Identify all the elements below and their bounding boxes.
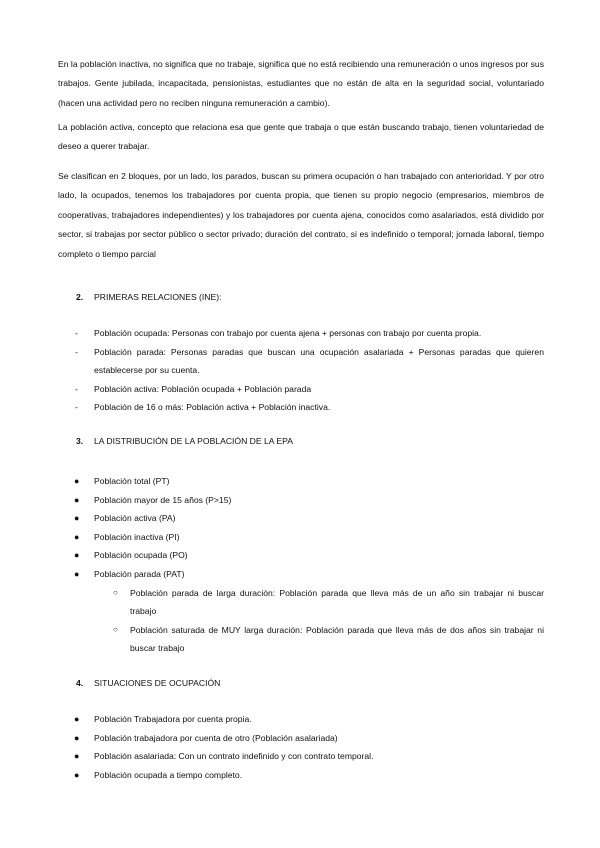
list-item: ● Población total (PT) bbox=[0, 472, 600, 491]
section-heading-2 bbox=[76, 292, 222, 302]
list-item: ● Población ocupada a tiempo completo. bbox=[0, 766, 600, 785]
list-item: ● Población parada (PAT) bbox=[0, 565, 600, 584]
section-heading-3 bbox=[76, 436, 293, 446]
circle-bullet-icon: ○ bbox=[113, 587, 118, 597]
bullet-icon: ● bbox=[74, 751, 80, 762]
list-item: - Población parada: Personas paradas que buscan una ocupación asalariada + Personas paradas que quieren establecerse por su cuenta. bbox=[0, 343, 600, 380]
list-item: ● Población asalariada: Con un contrato indefinido y con contrato temporal. bbox=[0, 747, 600, 766]
list-item: ● Población trabajadora por cuenta de otro (Población asalariada) bbox=[0, 729, 600, 748]
list-item: - Población de 16 o más: Población activa + Población inactiva. bbox=[0, 398, 600, 417]
sub-list-item: ○ Población saturada de MUY larga duración: Población parada que lleva más de dos años sin trabajar ni buscar trabajo bbox=[0, 621, 600, 658]
list-situaciones-ocupacion bbox=[0, 710, 600, 784]
list-item: - Población ocupada: Personas con trabajo por cuenta ajena + personas con trabajo por cuenta propia. bbox=[0, 324, 600, 343]
section-heading-4 bbox=[76, 678, 220, 688]
paragraph-poblacion-inactiva: En la población inactiva, no significa que no trabaje, significa que no está recibiendo una remuneración o unos ingresos por sus trabajos. Gente jubilada, incapacitada, pensionistas, estudiantes que no están de alta en la seguridad social, voluntariado (hacen una actividad pero no reciben ninguna remuneración a cambio). bbox=[58, 59, 544, 108]
bullet-icon: ● bbox=[74, 531, 80, 542]
bullet-icon: ● bbox=[74, 769, 80, 780]
bullet-icon: ● bbox=[74, 476, 80, 486]
bullet-icon: ● bbox=[74, 714, 80, 724]
list-item: ● Población mayor de 15 años (P>15) bbox=[0, 491, 600, 510]
list-item: ● Población activa (PA) bbox=[0, 509, 600, 528]
list-item: - Población activa: Población ocupada + Población parada bbox=[0, 380, 600, 399]
dash-marker: - bbox=[75, 328, 78, 338]
dash-marker: - bbox=[75, 346, 78, 357]
section-title: LA DISTRIBUCIÓN DE LA POBLACIÓN DE LA EPA bbox=[94, 436, 293, 446]
bullet-icon: ● bbox=[74, 550, 80, 561]
dash-marker: - bbox=[75, 402, 78, 413]
list-primeras-relaciones bbox=[0, 324, 600, 417]
list-item: ● Población ocupada (PO) bbox=[0, 546, 600, 565]
list-item: ● Población Trabajadora por cuenta propia. bbox=[0, 710, 600, 729]
dash-marker: - bbox=[75, 383, 78, 394]
sub-list-item: ○ Población parada de larga duración: Población parada que lleva más de un año sin trabajar ni buscar trabajo bbox=[0, 584, 600, 621]
circle-bullet-icon: ○ bbox=[113, 624, 118, 634]
bullet-icon: ● bbox=[74, 513, 80, 524]
section-title: SITUACIONES DE OCUPACIÓN bbox=[94, 678, 221, 688]
bullet-icon: ● bbox=[74, 732, 80, 743]
section-number: 3. bbox=[76, 436, 84, 446]
section-title: PRIMERAS RELACIONES (INE): bbox=[94, 292, 222, 302]
list-item: ● Población inactiva (PI) bbox=[0, 528, 600, 547]
list-distribucion-epa bbox=[0, 472, 600, 658]
bullet-icon: ● bbox=[74, 568, 80, 579]
bullet-icon: ● bbox=[74, 494, 80, 505]
paragraph-clasificacion: Se clasifican en 2 bloques, por un lado, los parados, buscan su primera ocupación o han trabajado con anterioridad. Y por otro lado, la ocupados, tenemos los trabajadores por cuenta propia, que tienen su propio negocio (empresarios, miembros de cooperativas, trabajadores independientes) y los trabajadores por cuenta ajena, conocidos como asalariados, está dividido por sector, si trabajas por sector público o sector privado; duración del contrato, si es indefinido o temporal; jornada laboral, tiempo completo o tiempo parcial bbox=[58, 171, 544, 259]
section-number: 2. bbox=[76, 292, 84, 302]
section-number: 4. bbox=[76, 678, 84, 688]
paragraph-poblacion-activa: La población activa, concepto que relaciona esa que gente que trabaja o que están buscando trabajo, tienen voluntariedad de deseo a querer trabajar. bbox=[58, 122, 544, 152]
